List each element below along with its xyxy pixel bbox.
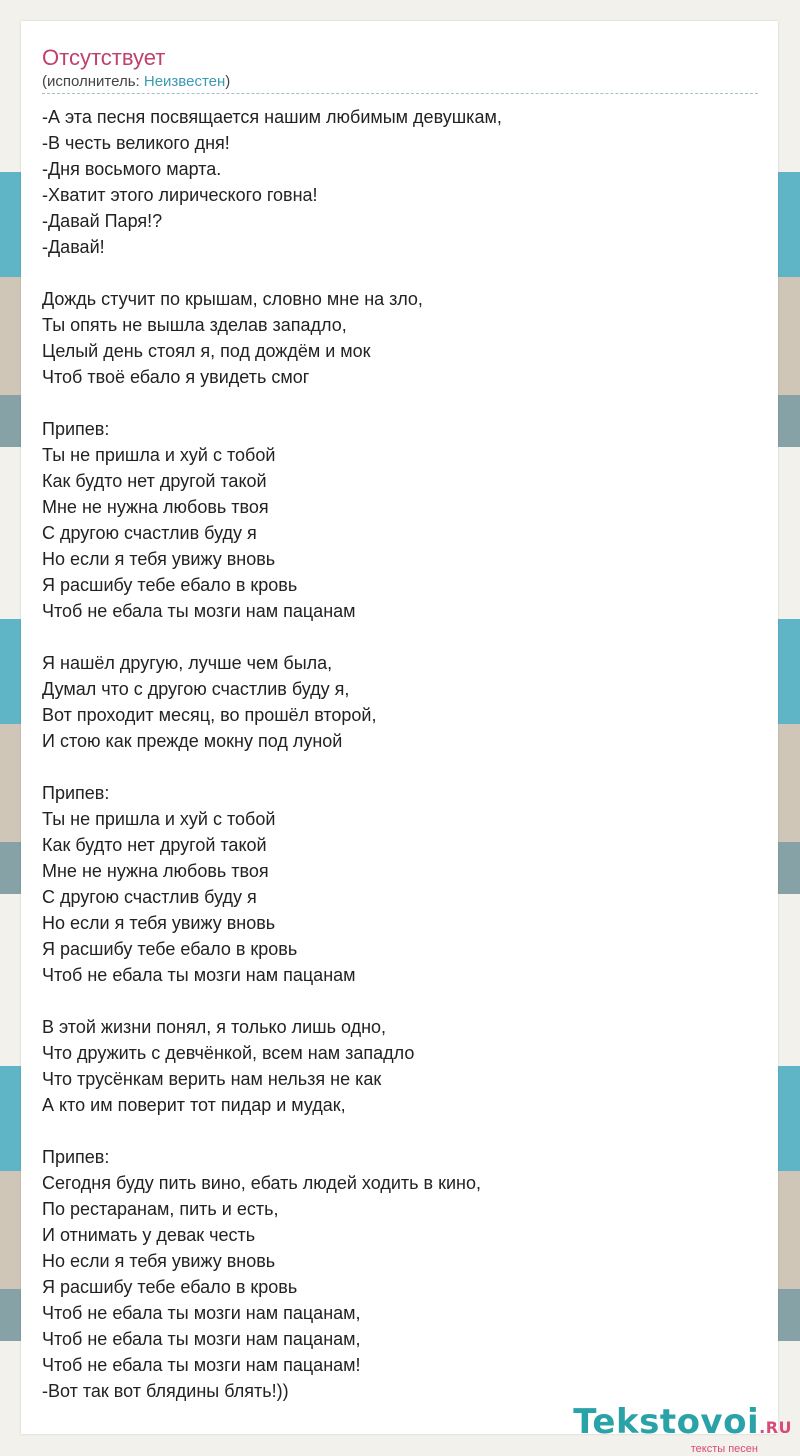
lyric-line: -Вот так вот блядины блять!)) [42, 1381, 289, 1401]
lyric-line: Припев: [42, 1147, 110, 1167]
lyric-line: Я расшибу тебе ебало в кровь [42, 939, 298, 959]
lyric-line: -Дня восьмого марта. [42, 159, 222, 179]
artist-link[interactable]: Неизвестен [143, 73, 226, 90]
lyric-line: Чтоб не ебала ты мозги нам пацанам! [42, 1355, 361, 1375]
lyric-line: -Давай Паря!? [42, 211, 163, 231]
lyric-line: И отнимать у девак честь [42, 1225, 256, 1245]
lyric-line: А кто им поверит тот пидар и мудак, [42, 1095, 346, 1115]
lyric-line: В этой жизни понял, я только лишь одно, [42, 1017, 387, 1037]
lyric-blank-line [42, 988, 758, 1014]
lyric-line: С другою счастлив буду я [42, 523, 257, 543]
lyric-line: Вот проходит месяц, во прошёл второй, [42, 705, 377, 725]
lyric-line: -А эта песня посвящается нашим любимым девушкам, [42, 107, 502, 127]
lyric-line: Ты не пришла и хуй с тобой [42, 809, 276, 829]
lyric-line: Мне не нужна любовь твоя [42, 861, 269, 881]
lyric-line: Думал что с другою счастлив буду я, [42, 679, 350, 699]
lyric-line: Что трусёнкам верить нам нельзя не как [42, 1069, 382, 1089]
lyrics-card [21, 21, 778, 1434]
lyric-line: -Давай! [42, 237, 105, 257]
song-title: Отсутствует [42, 45, 166, 70]
lyric-line: Дождь стучит по крышам, словно мне на зло, [42, 289, 423, 309]
lyric-line: Но если я тебя увижу вновь [42, 549, 276, 569]
artist-suffix: ) [225, 73, 231, 90]
site-logo[interactable] [573, 1404, 792, 1455]
lyric-line: Как будто нет другой такой [42, 471, 267, 491]
lyric-line: Мне не нужна любовь твоя [42, 497, 269, 517]
lyric-line: Чтоб не ебала ты мозги нам пацанам, [42, 1329, 361, 1349]
lyric-line: Ты не пришла и хуй с тобой [42, 445, 276, 465]
lyric-line: С другою счастлив буду я [42, 887, 257, 907]
lyric-line: Я расшибу тебе ебало в кровь [42, 575, 298, 595]
lyric-line: Чтоб не ебала ты мозги нам пацанам [42, 965, 356, 985]
logo-wordmark: Tekstovoi [573, 1402, 760, 1442]
lyric-line: И стою как прежде мокну под луной [42, 731, 343, 751]
lyric-line: Целый день стоял я, под дождём и мок [42, 341, 371, 361]
lyric-line: Я расшибу тебе ебало в кровь [42, 1277, 298, 1297]
lyric-line: Чтоб не ебала ты мозги нам пацанам, [42, 1303, 361, 1323]
lyric-blank-line [42, 1118, 758, 1144]
lyric-line: По рестаранам, пить и есть, [42, 1199, 279, 1219]
lyric-line: Что дружить с девчёнкой, всем нам западло [42, 1043, 415, 1063]
lyric-line: Припев: [42, 419, 110, 439]
lyric-line: -В честь великого дня! [42, 133, 230, 153]
lyric-line: Я нашёл другую, лучше чем была, [42, 653, 333, 673]
lyric-line: -Хватит этого лирического говна! [42, 185, 318, 205]
lyric-blank-line [42, 390, 758, 416]
lyric-blank-line [42, 754, 758, 780]
lyric-blank-line [42, 624, 758, 650]
artist-prefix: (исполнитель: [42, 73, 144, 90]
lyric-blank-line [42, 260, 758, 286]
logo-tagline: тексты песен [690, 1443, 758, 1455]
lyric-line: Чтоб твоё ебало я увидеть смог [42, 367, 310, 387]
logo-tld: .RU [759, 1418, 792, 1437]
lyric-line: Чтоб не ебала ты мозги нам пацанам [42, 601, 356, 621]
lyrics-text [42, 104, 758, 1404]
lyric-line: Припев: [42, 783, 110, 803]
lyric-line: Ты опять не вышла зделав западло, [42, 315, 347, 335]
lyric-line: Но если я тебя увижу вновь [42, 1251, 276, 1271]
artist-line [42, 72, 230, 92]
lyric-line: Сегодня буду пить вино, ебать людей ходить в кино, [42, 1173, 481, 1193]
title-divider [42, 93, 758, 94]
lyric-line: Как будто нет другой такой [42, 835, 267, 855]
lyric-line: Но если я тебя увижу вновь [42, 913, 276, 933]
